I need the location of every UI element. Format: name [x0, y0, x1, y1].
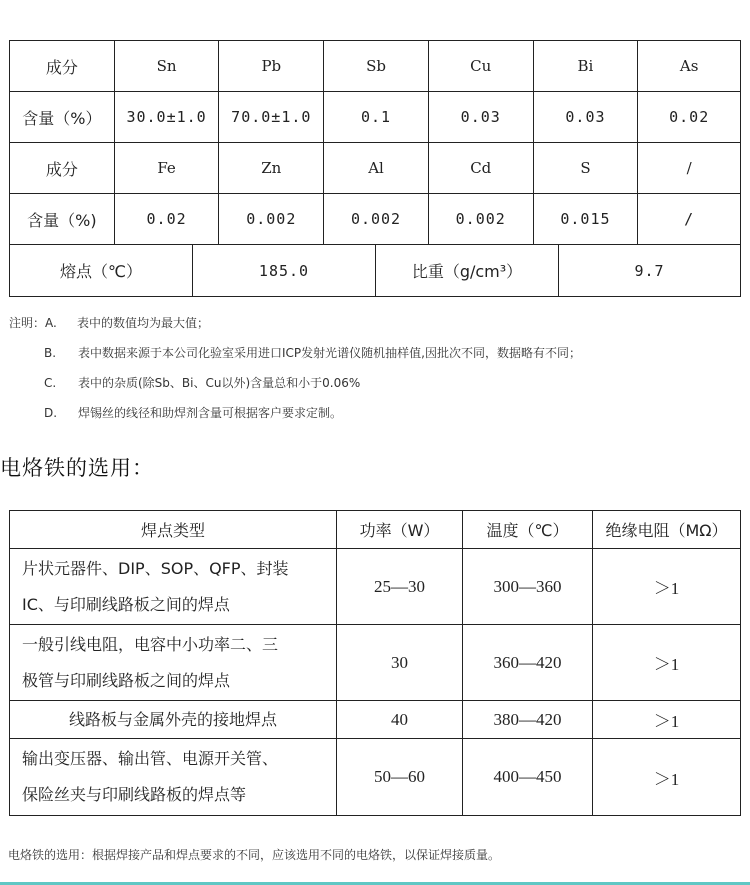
content-header: 含量（%) [10, 194, 115, 244]
joint-type-line: 保险丝夹与印刷线路板的焊点等 [22, 785, 247, 804]
component-header: 成分 [10, 143, 115, 193]
composition-row [10, 143, 740, 194]
content-cell: 0.03 [534, 92, 639, 142]
element-cell: Cu [429, 41, 534, 91]
joint-type-line: IC、与印刷线路板之间的焊点 [22, 594, 230, 614]
density-label: 比重（g/cm³） [376, 245, 559, 296]
properties-row [10, 245, 740, 296]
element-cell: As [679, 57, 699, 75]
content-cell: 70.0±1.0 [219, 92, 324, 142]
table-row [10, 549, 740, 625]
section-heading: 电烙铁的选用： [0, 456, 154, 480]
component-header: 成分 [10, 41, 115, 91]
note-item [44, 374, 360, 391]
column-header: 温度（℃） [463, 511, 593, 548]
content-cell: 0.002 [324, 194, 429, 244]
content-cell: 0.002 [219, 194, 324, 244]
note-text: 表中数据来源于本公司化验室采用进口ICP发射光谱仪随机抽样值,因批次不同，数据略有不同； [78, 346, 581, 360]
element-cell: Pb [219, 41, 324, 91]
note-letter: A. [45, 316, 57, 330]
table-row [10, 701, 740, 739]
element-cell: Al [324, 143, 429, 193]
content-cell: 0.03 [429, 92, 534, 142]
element-cell: Sn [115, 41, 220, 91]
resistance-cell: ＞1 [653, 655, 680, 674]
table-header-row [10, 511, 740, 549]
density-value: 9.7 [634, 261, 665, 280]
joint-type-line: 极管与印刷线路板之间的焊点 [22, 670, 231, 690]
joint-type-line: 一般引线电阻，电容中小功率二、三 [22, 634, 279, 654]
column-header: 焊点类型 [10, 511, 337, 548]
element-cell: Sb [324, 41, 429, 91]
column-header: 功率（W） [337, 511, 463, 548]
joint-type-line: 片状元器件、DIP、SOP、QFP、封装 [22, 558, 289, 578]
temperature-cell: 300—360 [463, 549, 593, 624]
element-cell: Bi [534, 41, 639, 91]
power-cell: 30 [337, 625, 463, 700]
content-cell: 0.02 [669, 108, 710, 126]
table-row [10, 625, 740, 701]
power-cell: 50—60 [337, 739, 463, 815]
footer-note: 电烙铁的选用：根据焊接产品和焊点要求的不同，应该选用不同的电烙铁，以保证焊接质量。 [8, 848, 501, 862]
content-cell: 0.1 [324, 92, 429, 142]
melting-point-value: 185.0 [193, 245, 376, 296]
note-item [44, 404, 342, 421]
column-header: 绝缘电阻（MΩ） [605, 521, 728, 540]
joint-type-cell: 线路板与金属外壳的接地焊点 [10, 701, 337, 738]
composition-row [10, 92, 740, 143]
melting-point-label: 熔点（℃） [10, 245, 193, 296]
note-letter: B. [44, 346, 57, 360]
element-cell: / [686, 159, 692, 177]
note-item [9, 314, 209, 331]
resistance-cell: ＞1 [653, 712, 680, 731]
element-cell: Fe [115, 143, 220, 193]
element-cell: Cd [429, 143, 534, 193]
note-item [44, 344, 581, 361]
note-letter: D. [44, 406, 58, 420]
note-letter: C. [44, 376, 57, 390]
content-cell: 0.002 [429, 194, 534, 244]
power-cell: 25—30 [337, 549, 463, 624]
content-cell: 0.015 [534, 194, 639, 244]
composition-table [9, 40, 741, 297]
note-text: 表中的杂质(除Sb、Bi、Cu以外)含量总和小于0.06% [78, 376, 361, 390]
element-cell: Zn [219, 143, 324, 193]
joint-type-cell [10, 739, 337, 815]
temperature-cell: 400—450 [463, 739, 593, 815]
temperature-cell: 380—420 [463, 701, 593, 738]
temperature-cell: 360—420 [463, 625, 593, 700]
note-text: 焊锡丝的线径和助焊剂含量可根据客户要求定制。 [78, 406, 343, 420]
resistance-cell: ＞1 [653, 579, 680, 598]
composition-row [10, 194, 740, 245]
content-cell: 0.02 [115, 194, 220, 244]
table-row [10, 739, 740, 815]
content-cell: / [684, 210, 695, 228]
joint-type-cell [10, 625, 337, 700]
element-cell: S [534, 143, 639, 193]
resistance-cell: ＞1 [653, 769, 680, 789]
soldering-iron-table [9, 510, 741, 816]
content-header: 含量（%） [10, 92, 115, 142]
joint-type-line: 输出变压器、输出管、电源开关管、 [22, 749, 279, 768]
note-prefix: 注明： [9, 316, 46, 330]
joint-type-cell [10, 549, 337, 624]
composition-row [10, 41, 740, 92]
note-text: 表中的数值均为最大值； [77, 316, 210, 330]
power-cell: 40 [337, 701, 463, 738]
content-cell: 30.0±1.0 [115, 92, 220, 142]
